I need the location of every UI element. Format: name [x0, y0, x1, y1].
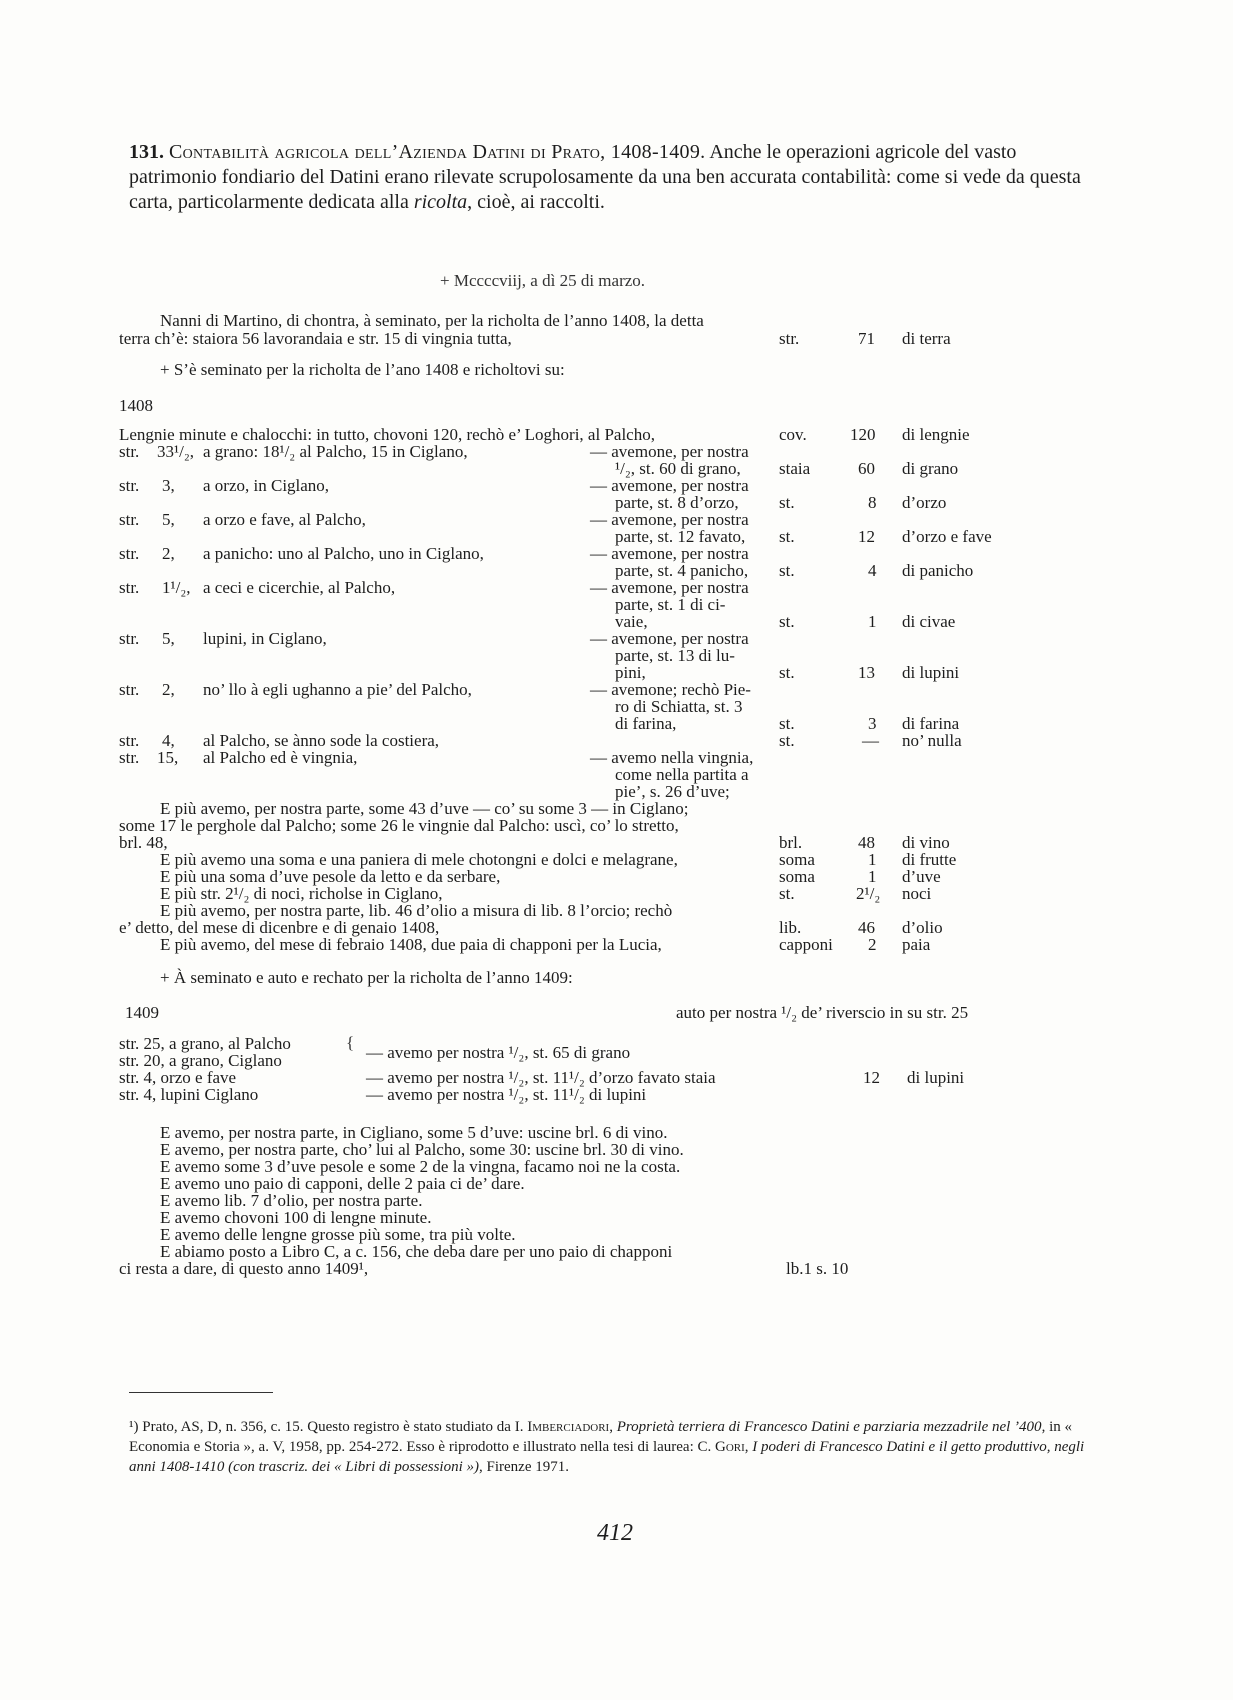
row-note-3: vaie, [615, 612, 648, 631]
row-note-1: — avemone, per nostra [590, 578, 749, 597]
row-desc: a ceci e cicerchie, al Palcho, [203, 578, 396, 597]
final-line: E avemo chovoni 100 di lengne minute. [160, 1208, 432, 1227]
row-amount: 4, [162, 731, 175, 750]
row-1409-line: str. 20, a grano, Ciglano [119, 1051, 282, 1070]
mele-result: di frutte [902, 850, 957, 869]
footnote-title-2: I poderi di Francesco Datini e il getto produttivo, negli anni 1408-1410 (con trascriz. dei « Libri di possessioni ») [129, 1439, 1085, 1475]
noci-result: noci [902, 884, 932, 903]
row-str: str. [119, 629, 140, 648]
row-str: str. [119, 748, 140, 767]
final-line: E avemo, per nostra parte, cho’ lui al Palcho, some 30: uscine brl. 30 di vino. [160, 1140, 684, 1159]
mele-line: E più avemo una soma e una paniera di mele chotongni e dolci e melagrane, [160, 850, 678, 869]
lengnie-line: Lengnie minute e chalocchi: in tutto, chovoni 120, rechò e’ Loghori, al Palcho, [119, 425, 655, 444]
final-line: E avemo lib. 7 d’olio, per nostra parte. [160, 1191, 423, 1210]
row-unit: st. [779, 612, 795, 631]
intro-paragraph [129, 140, 1089, 215]
row-unit: staia [779, 459, 811, 478]
footnote-text-3: , Firenze 1971. [479, 1459, 569, 1475]
nanni-qty: 71 [858, 329, 875, 348]
grano-note: — avemo per nostra ¹/₂, st. 65 di grano [366, 1043, 631, 1062]
row-str: str. [119, 544, 140, 563]
row-result: d’orzo e fave [902, 527, 992, 546]
row-str: str. [119, 510, 140, 529]
row-result: di lupini [902, 663, 960, 682]
vino-qty: 48 [858, 833, 875, 852]
row-qty: — [862, 731, 879, 750]
vino-result: di vino [902, 833, 950, 852]
row-str: str. [119, 731, 140, 750]
row-amount: 5, [162, 510, 175, 529]
row-desc: no’ llo à egli ughanno a pie’ del Palcho, [203, 680, 472, 699]
row-note-3: pie’, s. 26 d’uve; [615, 782, 730, 801]
page-number: 412 [597, 1520, 633, 1546]
row-note-3: pini, [615, 663, 646, 682]
row-desc: al Palcho, se ànno sode la costiera, [203, 731, 440, 750]
row-result: no’ nulla [902, 731, 962, 750]
row-desc: al Palcho ed è vingnia, [203, 748, 358, 767]
row-amount: 1¹/₂, [162, 578, 191, 597]
row-note-2: ro di Schiatta, st. 3 [615, 697, 743, 716]
intro-italic-term: ricolta [413, 191, 468, 213]
row-amount: 2, [162, 680, 175, 699]
footnote-mark: ¹) [129, 1419, 139, 1435]
row-desc: a panicho: uno al Palcho, uno in Ciglano, [203, 544, 484, 563]
nanni-line-2: terra ch’è: staiora 56 lavorandaia e str. 15 di vingnia tutta, [119, 329, 512, 348]
row-note-2: ¹/₂, st. 60 di grano, [615, 459, 741, 478]
row-note-1: — avemone, per nostra [590, 510, 749, 529]
pesole-qty: 1 [868, 867, 877, 886]
auto-note: auto per nostra ¹/₂ de’ riverscio in su str. 25 [676, 1003, 969, 1022]
row-qty: 3 [868, 714, 877, 733]
capponi-unit: capponi [779, 935, 833, 954]
row-desc: a orzo, in Ciglano, [203, 476, 330, 495]
row-note-1: — avemone, per nostra [590, 629, 749, 648]
row-desc: a grano: 18¹/₂ al Palcho, 15 in Ciglano, [203, 442, 468, 461]
row-str: str. [119, 680, 140, 699]
row-amount: 2, [162, 544, 175, 563]
olio-unit: lib. [779, 918, 802, 937]
row-note-1: — avemo nella vingnia, [590, 748, 754, 767]
intro-text-a: Anche le operazioni agricole del vasto patrimonio fondiario del Datini erano rilevate scrupolosamente da una ben accurata contabilità: come si vede da questa carta, particolarmente dedicata alla [129, 141, 1081, 213]
final-line: E avemo uno paio di capponi, delle 2 paia ci de’ dare. [160, 1174, 525, 1193]
row-1409-line: str. 4, orzo e fave [119, 1068, 237, 1087]
row-unit: st. [779, 714, 795, 733]
year-1408: 1408 [119, 396, 153, 415]
row-note-2: parte, st. 13 di lu- [615, 646, 735, 665]
mele-unit: soma [779, 850, 815, 869]
final-line: E avemo, per nostra parte, in Cigliano, some 5 d’uve: uscine brl. 6 di vino. [160, 1123, 668, 1142]
intro-text-b: , cioè, ai raccolti. [467, 191, 605, 213]
olio-qty: 46 [858, 918, 875, 937]
uve-line-1: E più avemo, per nostra parte, some 43 d’uve — co’ su some 3 — in Ciglano; [160, 799, 689, 818]
row-note-1: — avemone; rechò Pie- [590, 680, 751, 699]
nanni-unit: str. [779, 329, 800, 348]
capponi-result: paia [902, 935, 931, 954]
row-str: str. [119, 476, 140, 495]
footnote: ¹) Prato, AS, D, n. 356, c. 15. Questo registro è stato studiato da I. Imberciadori, Proprietà terriera di Francesco Datini e parziaria mezzadrile nel ’400, in « Economia e Storia », a. V, 1958, pp. 254-272. Esso è riprodotto e illustrato nella tesi di laurea: C. Gori, I poderi di Francesco Datini e il getto produttivo, negli anni 1408-1410 (con trascriz. dei « Libri di possessioni »), Firenze 1971. [129, 1419, 1085, 1475]
row-desc: lupini, in Ciglano, [203, 629, 327, 648]
footnote-text-2: , in « Economia e Storia », a. V, 1958, pp. 254-272. Esso è riprodotto e illustrato nella tesi di laurea: C. [129, 1419, 1072, 1455]
lengnie-qty: 120 [850, 425, 876, 444]
section-number: 131. [129, 141, 164, 163]
lengnie-unit: cov. [779, 425, 807, 444]
footnote-rule [129, 1392, 273, 1393]
final-line: E avemo delle lengne grosse più some, tra più volte. [160, 1225, 516, 1244]
row-note-1: — avemone, per nostra [590, 544, 749, 563]
olio-line-1: E più avemo, per nostra parte, lib. 46 d’olio a misura di lib. 8 l’orcio; rechò [160, 901, 673, 920]
row-qty: 12 [858, 527, 875, 546]
row-result: di civae [902, 612, 956, 631]
row-amount: 3, [162, 476, 175, 495]
capponi-qty: 2 [868, 935, 877, 954]
pesole-line: E più una soma d’uve pesole da letto e da serbare, [160, 867, 501, 886]
row-1409-line: str. 25, a grano, al Palcho [119, 1034, 291, 1053]
row-result: di grano [902, 459, 959, 478]
row-amount: 5, [162, 629, 175, 648]
row-unit: st. [779, 493, 795, 512]
row-qty: 4 [868, 561, 877, 580]
pesole-result: d’uve [902, 867, 941, 886]
row-str: str. [119, 442, 140, 461]
noci-unit: st. [779, 884, 795, 903]
row-qty: 13 [858, 663, 875, 682]
row-result: d’orzo [902, 493, 947, 512]
year-1409: 1409 [125, 1003, 159, 1022]
footnote-text-1: Prato, AS, D, n. 356, c. 15. Questo registro è stato studiato da I. [142, 1419, 524, 1435]
mele-qty: 1 [868, 850, 877, 869]
row-qty: 60 [858, 459, 875, 478]
olio-result: d’olio [902, 918, 943, 937]
last-line: ci resta a dare, di questo anno 1409¹, [119, 1259, 369, 1278]
doc-heading: + Mccccviij, a dì 25 di marzo. [440, 271, 646, 290]
row-1409-result: di lupini [907, 1068, 965, 1087]
brace-icon: { [346, 1033, 355, 1052]
final-line: E avemo some 3 d’uve pesole e some 2 de la vingna, facamo noi ne la costa. [160, 1157, 681, 1176]
uve-line-3: brl. 48, [119, 833, 168, 852]
row-qty: 1 [868, 612, 877, 631]
row-desc: a orzo e fave, al Palcho, [203, 510, 366, 529]
row-qty: 8 [868, 493, 877, 512]
row-1409-qty: 12 [863, 1068, 880, 1087]
capponi-line: E più avemo, del mese di febraio 1408, due paia di chapponi per la Lucia, [160, 935, 662, 954]
row-1409-line: str. 4, lupini Ciglano [119, 1085, 259, 1104]
footnote-author-1: Imberciadori [527, 1419, 610, 1435]
seminato-1409: + À seminato e auto e rechato per la richolta de l’anno 1409: [160, 968, 573, 987]
seminato-1408: + S’è seminato per la richolta de l’ano 1408 e richoltovi su: [160, 360, 565, 379]
noci-line: E più str. 2¹/₂ di noci, richolse in Ciglano, [160, 884, 443, 903]
row-unit: st. [779, 527, 795, 546]
final-line: E abiamo posto a Libro C, a c. 156, che deba dare per uno paio di chapponi [160, 1242, 673, 1261]
vino-unit: brl. [779, 833, 803, 852]
row-1409-note: — avemo per nostra ¹/₂, st. 11¹/₂ d’orzo favato staia [366, 1068, 716, 1087]
row-result: di panicho [902, 561, 974, 580]
nanni-line-1: Nanni di Martino, di chontra, à seminato, per la richolta de l’anno 1408, la detta [160, 311, 704, 330]
lengnie-desc: di lengnie [902, 425, 970, 444]
row-1409-note: — avemo per nostra ¹/₂, st. 11¹/₂ di lupini [366, 1085, 647, 1104]
row-note-1: — avemone, per nostra [590, 476, 749, 495]
row-unit: st. [779, 663, 795, 682]
uve-line-2: some 17 le perghole dal Palcho; some 26 le vingnie dal Palcho: uscì, co’ lo stretto, [119, 816, 679, 835]
row-str: str. [119, 578, 140, 597]
row-result: di farina [902, 714, 960, 733]
row-note-2: parte, st. 8 d’orzo, [615, 493, 739, 512]
row-note-2: parte, st. 4 panicho, [615, 561, 749, 580]
noci-qty: 2¹/₂ [856, 884, 881, 903]
section-title: Contabilità agricola dell’Azienda Datini di Prato, 1408-1409. [169, 141, 706, 163]
row-unit: st. [779, 731, 795, 750]
row-note-2: parte, st. 12 favato, [615, 527, 746, 546]
footnote-title-1: Proprietà terriera di Francesco Datini e parziaria mezzadrile nel ’400 [616, 1419, 1042, 1435]
row-note-3: di farina, [615, 714, 677, 733]
olio-line-2: e’ detto, del mese di dicenbre e di genaio 1408, [119, 918, 440, 937]
footnote-author-2: Gori [715, 1439, 745, 1455]
row-note-2: parte, st. 1 di ci- [615, 595, 726, 614]
row-note-2: come nella partita a [615, 765, 749, 784]
nanni-desc: di terra [902, 329, 951, 348]
row-note-1: — avemone, per nostra [590, 442, 749, 461]
pesole-unit: soma [779, 867, 815, 886]
row-amount: 33¹/₂, [157, 442, 194, 461]
row-unit: st. [779, 561, 795, 580]
last-amount: lb.1 s. 10 [786, 1259, 849, 1278]
row-amount: 15, [157, 748, 179, 767]
